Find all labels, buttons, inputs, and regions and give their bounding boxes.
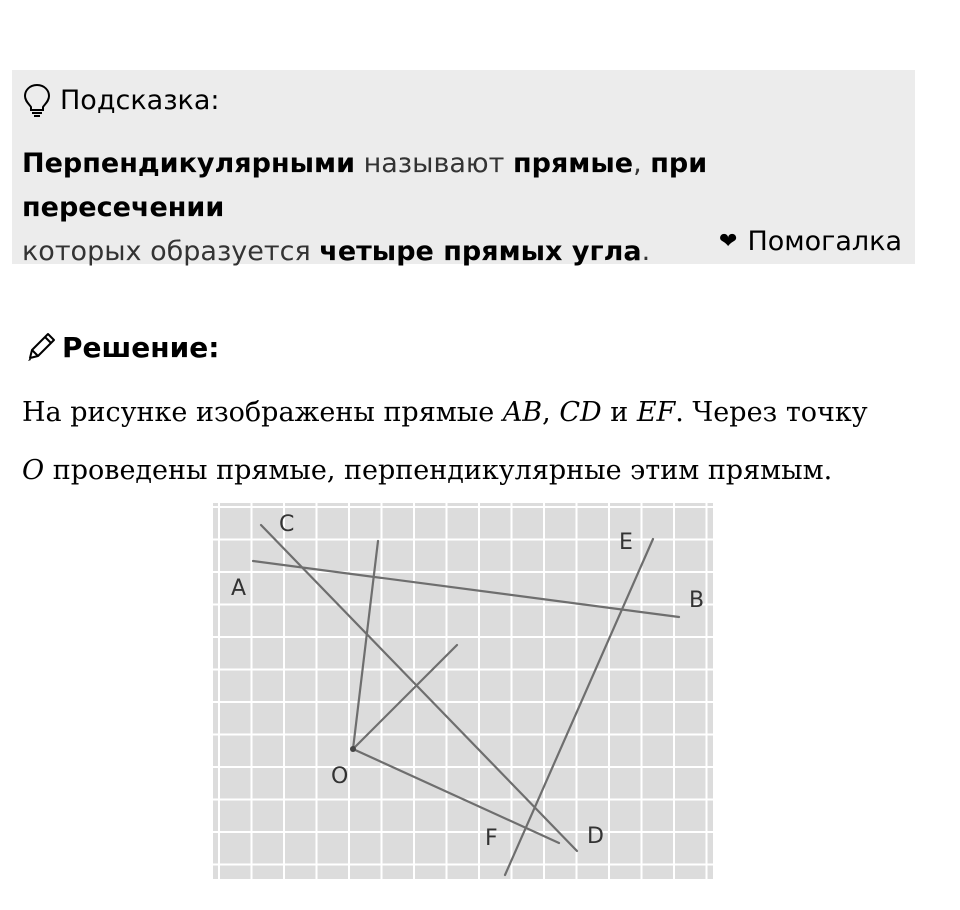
hint-footer[interactable] (719, 226, 902, 257)
hint-text-bold: при пересечении (22, 148, 708, 223)
label-d: D (587, 824, 604, 849)
hint-header (22, 80, 220, 120)
point-o (350, 746, 356, 752)
hint-text-part: , (633, 148, 651, 179)
pencil-icon (24, 330, 58, 364)
paper-background (213, 503, 713, 879)
line-name-cd: CD (559, 397, 602, 428)
point-name-o: O (22, 455, 45, 486)
hint-title: Подсказка: (60, 84, 220, 116)
solution-header (24, 326, 219, 368)
lightbulb-icon (22, 83, 52, 117)
solution-title: Решение: (62, 330, 220, 364)
line-name-ef: EF (636, 397, 676, 428)
hint-text-part: . (641, 236, 651, 267)
hint-term: Перпендикулярными (22, 148, 356, 179)
hint-text-part: называют (355, 148, 513, 179)
graph-paper-drawing (213, 503, 713, 879)
line-name-ab: AB (502, 397, 543, 428)
hint-text-part: которых образуется (22, 236, 320, 267)
solution-text-part: . Через точку (675, 397, 868, 428)
hint-text-bold: четыре прямых угла (319, 236, 642, 267)
label-e: E (619, 530, 633, 555)
solution-text-part: , (542, 397, 560, 428)
hint-source[interactable]: Помогалка (747, 226, 902, 257)
heart-icon: ❤ (719, 229, 738, 254)
label-a: A (231, 576, 247, 601)
solution-text-part: На рисунке изображены прямые (22, 397, 503, 428)
geometry-figure (213, 503, 713, 879)
label-c: C (279, 512, 295, 537)
label-o: O (331, 764, 349, 789)
label-b: B (689, 588, 705, 613)
solution-text-part: проведены прямые, перпендикулярные этим прямым. (44, 455, 833, 486)
hint-text-bold: прямые (512, 148, 634, 179)
solution-text-part: и (601, 397, 637, 428)
label-f: F (485, 826, 498, 851)
solution-text (22, 384, 922, 500)
